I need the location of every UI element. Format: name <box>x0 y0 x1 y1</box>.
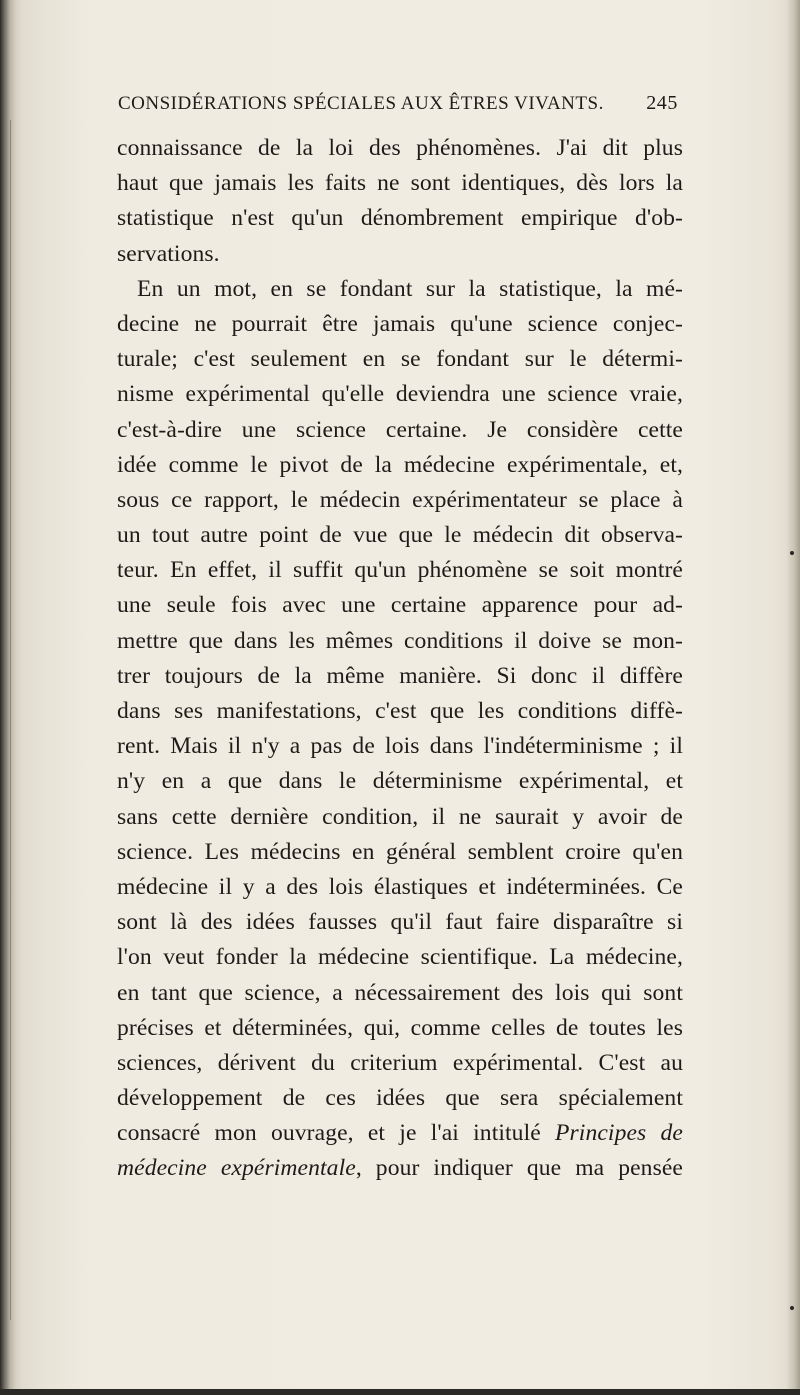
text-line: nisme expérimental qu'elle deviendra une science vraie, <box>117 381 683 408</box>
text-line: un tout autre point de vue que le médecin dit observa- <box>117 522 683 549</box>
text-line: c'est-à-dire une science certaine. Je considère cette <box>117 416 683 443</box>
page-bottom-edge <box>0 1389 800 1395</box>
text-line: connaissance de la loi des phénomènes. J'ai dit plus <box>117 135 683 161</box>
text-segment: , pour indiquer que ma pensée <box>355 1155 684 1182</box>
text-line: précises et déterminées, qui, comme celles de toutes les <box>117 1014 683 1041</box>
text-line: n'y en a que dans le déterminisme expérimental, et <box>117 768 683 795</box>
text-line: science. Les médecins en général semblent croire qu'en <box>117 838 683 865</box>
text-line: En un mot, en se fondant sur la statistique, la mé- <box>137 275 683 302</box>
text-line: sciences, dérivent du criterium expérimental. C'est au <box>117 1049 683 1076</box>
text-line: sont là des idées fausses qu'il faut faire disparaître si <box>117 909 683 936</box>
body-text <box>117 131 683 1187</box>
text-line: développement de ces idées que sera spécialement <box>117 1085 683 1112</box>
text-line-mixed <box>117 1151 683 1186</box>
text-line: sous ce rapport, le médecin expérimentateur se place à <box>117 486 683 513</box>
gutter-crease <box>10 120 11 1320</box>
italic-book-title-part: médecine expérimentale <box>117 1155 356 1182</box>
book-gutter-shadow <box>0 0 22 1395</box>
text-line: trer toujours de la même manière. Si donc il diffère <box>117 662 683 689</box>
page-edge-shadow <box>786 0 800 1395</box>
text-line-mixed <box>117 1116 683 1151</box>
text-line: dans ses manifestations, c'est que les conditions diffè- <box>117 698 683 724</box>
text-line: teur. En effet, il suffit qu'un phénomène se soit montré <box>117 557 683 584</box>
running-head <box>118 92 678 115</box>
text-line: servations. <box>117 240 220 267</box>
text-line: statistique n'est qu'un dénombrement empirique d'ob- <box>117 205 683 232</box>
text-line: haut que jamais les faits ne sont identiques, dès lors la <box>117 170 683 197</box>
text-line: rent. Mais il n'y a pas de lois dans l'indéterminisme ; il <box>117 733 683 760</box>
text-line: mettre que dans les mêmes conditions il doive se mon- <box>117 627 683 654</box>
text-line: une seule fois avec une certaine apparence pour ad- <box>117 592 683 619</box>
running-head-title: CONSIDÉRATIONS SPÉCIALES AUX ÊTRES VIVANTS. <box>118 93 604 114</box>
text-line: idée comme le pivot de la médecine expérimentale, et, <box>117 451 683 478</box>
page-number: 245 <box>646 92 678 114</box>
text-line: l'on veut fonder la médecine scientifique. La médecine, <box>117 944 683 971</box>
margin-speck <box>790 551 794 555</box>
text-segment: consacré mon ouvrage, et je l'ai intitulé <box>117 1120 541 1147</box>
text-line: médecine il y a des lois élastiques et indéterminées. Ce <box>117 873 683 900</box>
text-line: sans cette dernière condition, il ne saurait y avoir de <box>117 803 683 830</box>
text-line: turale; c'est seulement en se fondant sur le détermi- <box>117 346 683 373</box>
text-line: decine ne pourrait être jamais qu'une science conjec- <box>117 310 683 337</box>
text-line: en tant que science, a nécessairement des lois qui sont <box>117 979 683 1006</box>
margin-speck <box>790 1306 794 1310</box>
italic-book-title-part: Principes de <box>555 1120 683 1147</box>
